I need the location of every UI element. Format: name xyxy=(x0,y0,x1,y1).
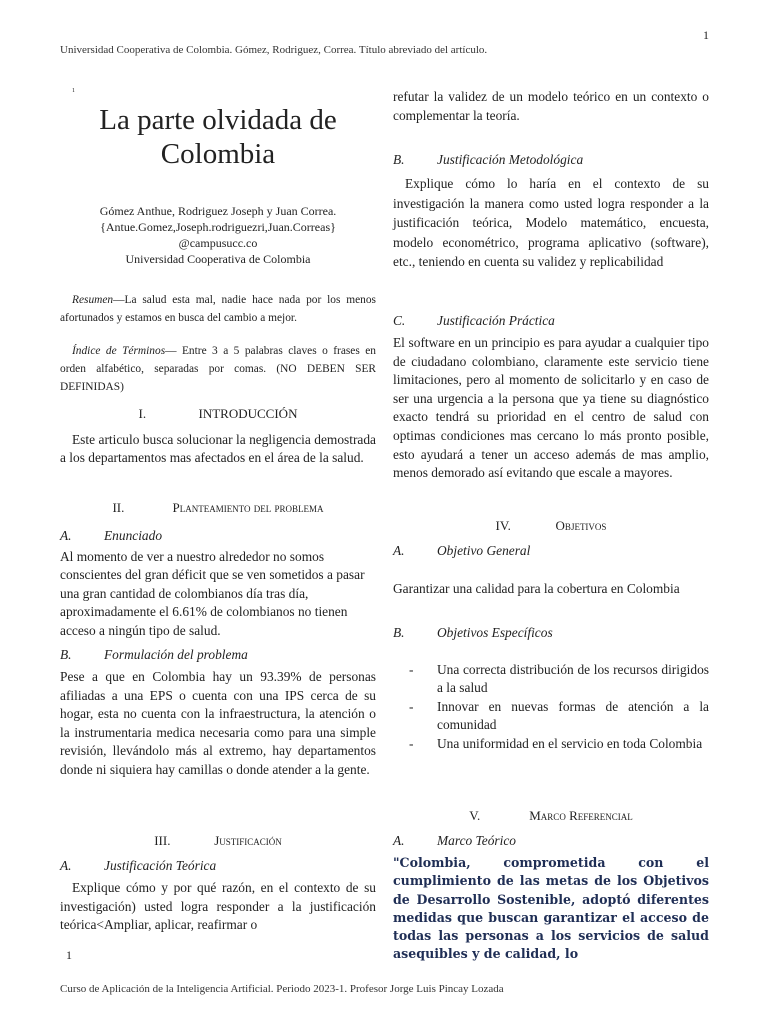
objetivos-especificos-list xyxy=(393,661,709,753)
list-item: - Una correcta distribución de los recursos dirigidos a la salud xyxy=(393,661,709,698)
section-heading-objetivos: IV. Objetivos xyxy=(495,518,607,533)
paper-title: La parte olvidada de Colombia xyxy=(99,104,337,170)
abstract-text: La salud esta mal, nadie hace nada por los menos afortunados y estamos en busca del cambio a mejor. xyxy=(60,294,376,324)
page-number-bottom: 1 xyxy=(66,948,72,962)
running-header: Universidad Cooperativa de Colombia. Gómez, Rodriguez, Correa. Título abreviado del artículo. xyxy=(60,44,488,56)
footnote-marker: 1 xyxy=(72,88,75,94)
author-domain: @campusucc.co xyxy=(178,236,258,250)
abstract: Resumen—La salud esta mal, nadie hace nada por los menos afortunados y estamos en busca del cambio a mejor. xyxy=(60,294,376,324)
index-terms: Índice de Términos— Entre 3 a 5 palabras claves o frases en orden alfabético, separadas por comas. (NO DEBEN SER DEFINIDAS) xyxy=(60,345,376,393)
formulacion-paragraph: Pese a que en Colombia hay un 93.39% de personas afiliadas a una EPS o cuenta con una IPS cerca de su hogar, esta no cuenta con la infraestructura, la atención o la instrumentaria medica necesaria como para una simple revisión, llevándolo más al extremo, hay departamentos donde ni siquiera hay camillas o donde atender a la gente. xyxy=(60,669,376,777)
justificacion-teorica-continued: refutar la validez de un modelo teórico en un contexto o complementar la teoría. xyxy=(393,89,709,123)
intro-paragraph: Este articulo busca solucionar la negligencia demostrada a los departamentos mas afectados en el área de la salud. xyxy=(60,432,376,466)
section-heading-planteamiento: II. Planteamiento del problema xyxy=(112,500,324,515)
subheading-objetivos-especificos: B. Objetivos Específicos xyxy=(393,625,553,640)
index-terms-text: Entre 3 a 5 palabras claves o frases en orden alfabético, separadas por comas. (NO DEBEN SER DEFINIDAS) xyxy=(60,345,376,393)
marco-teorico-quote: "Colombia, comprometida con el cumplimiento de las metas de los Objetivos de Desarrollo Sostenible, adoptó diferentes medidas que buscan garantizar el acceso de todas las personas a los servicios de salud asequibles y de calidad, lo xyxy=(393,855,709,962)
subheading-enunciado: A. Enunciado xyxy=(60,528,163,543)
list-item: - Innovar en nuevas formas de atención a la comunidad xyxy=(393,698,709,735)
subheading-justificacion-metodologica: B. Justificación Metodológica xyxy=(393,152,584,167)
justificacion-teorica-paragraph: Explique cómo y por qué razón, en el contexto de su investigación) usted logra responder a la justificación teórica<Ampliar, aplicar, reafirmar o xyxy=(60,880,376,933)
justificacion-metodologica-paragraph: Explique cómo lo haría en el contexto de su investigación la manera como usted logra responder a la justificación teórica, Modelo matemático, encuesta, modelo econométrico, programa aplicativo (software), etc., teniendo en cuenta su validez y replicabilidad xyxy=(393,176,709,269)
author-affiliation: Universidad Cooperativa de Colombia xyxy=(125,252,311,266)
page-footer: Curso de Aplicación de la Inteligencia Artificial. Periodo 2023-1. Profesor Jorge Luis Pincay Lozada xyxy=(60,983,504,995)
list-item: - Una uniformidad en el servicio en toda Colombia xyxy=(393,735,709,753)
enunciado-paragraph: Al momento de ver a nuestro alrededor no somos conscientes del gran déficit que se ven sometidos a pasar una gran cantidad de colombianos día tras día, aproximadamente el 6.61% de colombianos no tienen acceso a ningún tipo de salud. xyxy=(60,549,365,638)
index-terms-label: Índice de Términos xyxy=(72,345,166,357)
page-number-top: 1 xyxy=(703,28,709,42)
subheading-justificacion-practica: C. Justificación Práctica xyxy=(393,313,555,328)
author-emails: {Antue.Gomez,Joseph.rodriguezri,Juan.Correas} xyxy=(100,220,336,234)
abstract-label: Resumen xyxy=(72,294,114,306)
section-heading-introduccion: I. INTRODUCCIÓN xyxy=(138,406,298,421)
subheading-marco-teorico: A. Marco Teórico xyxy=(393,833,516,848)
objetivo-general-paragraph: Garantizar una calidad para la cobertura en Colombia xyxy=(393,581,680,596)
subheading-justificacion-teorica: A. Justificación Teórica xyxy=(60,858,217,873)
subheading-objetivo-general: A. Objetivo General xyxy=(393,543,531,558)
author-block xyxy=(60,203,376,267)
section-heading-justificacion: III. Justificación xyxy=(154,833,282,848)
section-heading-marco-referencial: V. Marco Referencial xyxy=(469,808,633,823)
author-names: Gómez Anthue, Rodriguez Joseph y Juan Correa. xyxy=(99,204,337,218)
subheading-formulacion: B. Formulación del problema xyxy=(60,647,248,662)
justificacion-practica-paragraph: El software en un principio es para ayudar a cualquier tipo de ciudadano colombiano, claramente este servicio tiene limitaciones, pero al momento de solicitarlo y en caso de ser una urgencia a la persona que ya tiene su diagnóstico exacto tendrá su prioridad en el centro de salud con optimas condiciones mas cercano lo más pronto posible, esto ayudará a tener un acceso además de mas amplio, menos demorado así evitando que escale a mayores. xyxy=(393,335,709,481)
